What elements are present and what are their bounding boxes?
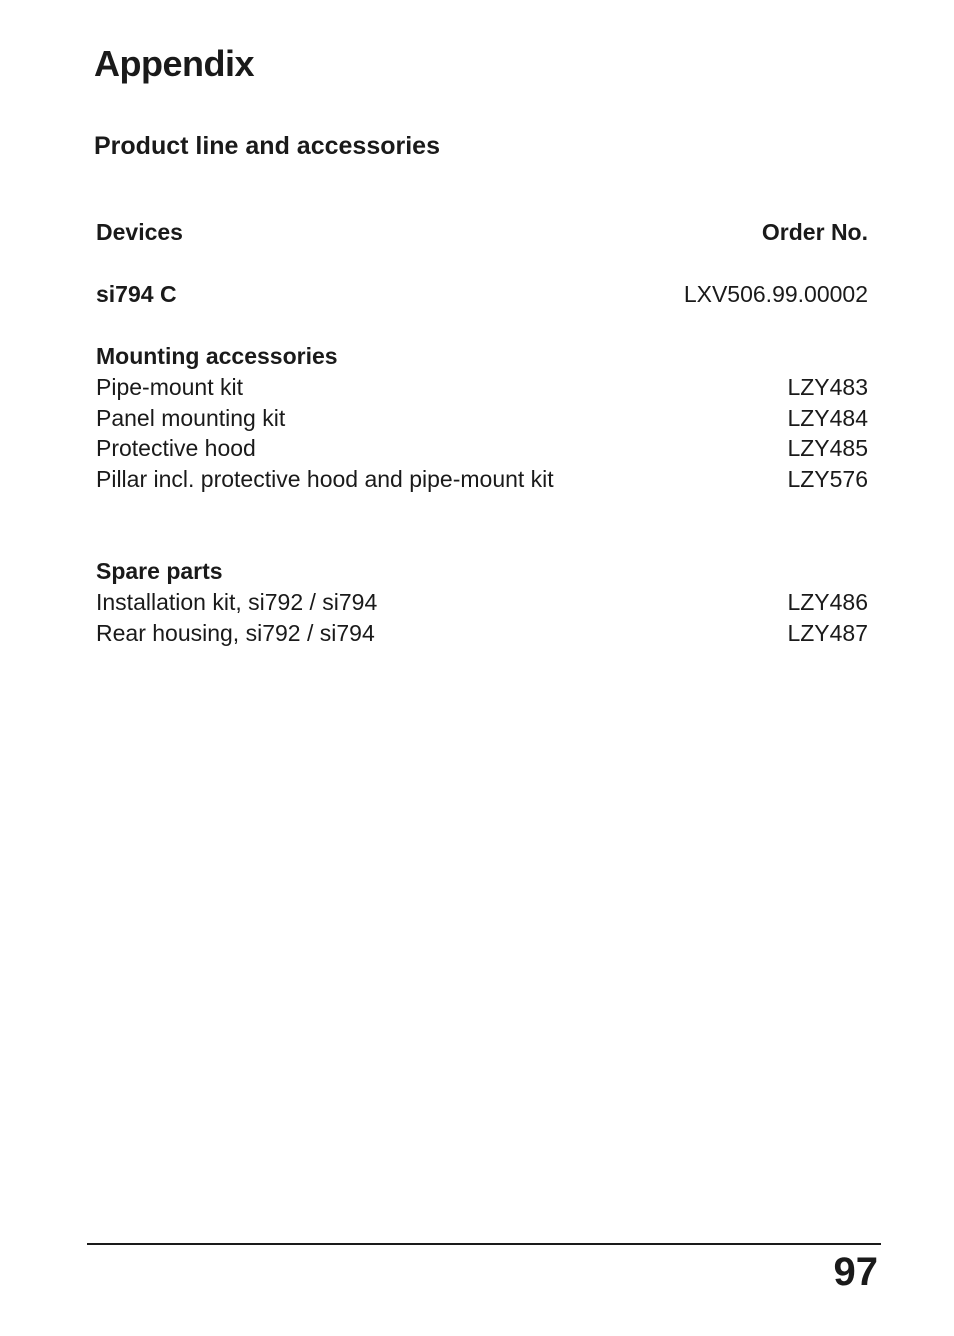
device-order-no: LXV506.99.00002 xyxy=(683,281,868,307)
list-item xyxy=(96,618,868,649)
item-name: Panel mounting kit xyxy=(96,404,286,431)
item-name: Rear housing, si792 / si794 xyxy=(96,619,375,646)
section-title: Product line and accessories xyxy=(94,132,440,160)
list-item xyxy=(96,587,868,618)
list-item xyxy=(96,433,868,464)
mounting-accessories-heading xyxy=(96,341,868,372)
devices-column-header: Devices xyxy=(96,219,183,245)
device-name: si794 C xyxy=(96,281,177,307)
spare-parts-section xyxy=(96,556,868,648)
item-order-no: LZY486 xyxy=(787,588,868,615)
page-title: Appendix xyxy=(94,43,255,84)
list-item xyxy=(96,464,868,495)
item-name: Pillar incl. protective hood and pipe-mount kit xyxy=(96,466,554,493)
page-number: 97 xyxy=(833,1250,878,1294)
item-name: Installation kit, si792 / si794 xyxy=(96,588,378,615)
mounting-accessories-heading-text: Mounting accessories xyxy=(96,343,338,369)
item-order-no: LZY485 xyxy=(787,435,868,462)
item-order-no: LZY576 xyxy=(787,466,868,493)
spare-parts-heading-text: Spare parts xyxy=(96,558,223,584)
item-order-no: LZY484 xyxy=(787,404,868,431)
table-header xyxy=(96,217,868,248)
footer-divider xyxy=(87,1243,881,1245)
item-order-no: LZY487 xyxy=(787,619,868,646)
mounting-accessories-section xyxy=(96,341,868,495)
spare-parts-heading xyxy=(96,556,868,587)
item-name: Pipe-mount kit xyxy=(96,373,244,400)
list-item xyxy=(96,403,868,434)
item-name: Protective hood xyxy=(96,435,256,462)
item-order-no: LZY483 xyxy=(787,373,868,400)
table-header-row xyxy=(96,217,868,248)
device-row xyxy=(96,279,868,310)
device-section xyxy=(96,279,868,310)
order-no-column-header: Order No. xyxy=(761,219,868,245)
list-item xyxy=(96,372,868,403)
